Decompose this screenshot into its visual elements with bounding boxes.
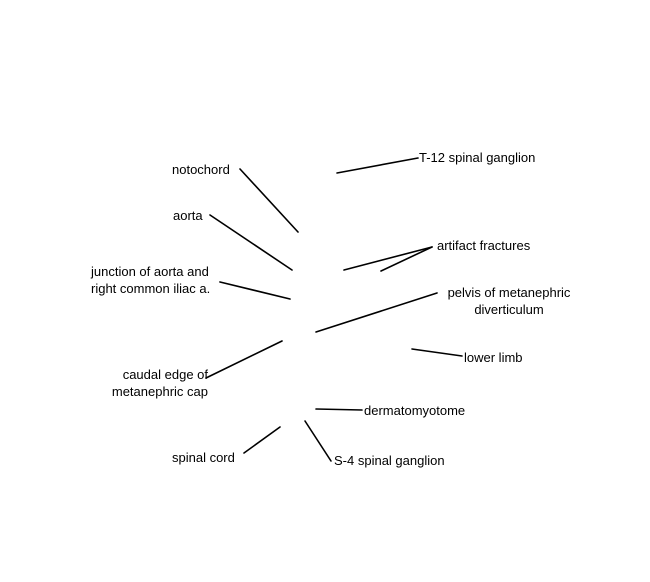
label-dermatomyotome (364, 402, 465, 419)
label-pelvis-metanephric (440, 284, 578, 318)
label-artifact-text: artifact fractures (437, 238, 531, 253)
label-pelvis-line1: pelvis of metanephric (447, 285, 571, 300)
artifact-leader-1 (344, 247, 432, 270)
aorta-leader (210, 215, 292, 270)
s4-leader (305, 421, 331, 461)
label-t12-ganglion (419, 149, 535, 166)
spinal-cord-leader (244, 427, 280, 453)
pelvis-leader (316, 293, 437, 332)
label-spinal-cord-text: spinal cord (172, 450, 235, 465)
label-t12-text: T-12 spinal ganglion (419, 150, 536, 165)
label-pelvis-line2: diverticulum (474, 302, 544, 317)
label-caudal-edge (100, 366, 208, 400)
label-lower-limb (464, 349, 523, 366)
label-dermatomyotome-text: dermatomyotome (364, 403, 466, 418)
label-s4-ganglion (334, 452, 445, 469)
label-s4-text: S-4 spinal ganglion (334, 453, 445, 468)
label-notochord-text: notochord (172, 162, 230, 177)
label-aorta-text: aorta (173, 208, 203, 223)
label-notochord (172, 161, 230, 178)
label-junction-line1: junction of aorta and (91, 264, 209, 279)
t12-leader (337, 158, 418, 173)
label-caudal-line2: metanephric cap (111, 384, 208, 399)
label-artifact-fractures (437, 237, 530, 254)
label-junction-line2: right common iliac a. (91, 281, 211, 296)
dermatomyotome-leader (316, 409, 362, 410)
label-lower-limb-text: lower limb (464, 350, 523, 365)
label-caudal-line1: caudal edge of (122, 367, 208, 382)
junction-leader (220, 282, 290, 299)
label-aorta (173, 207, 203, 224)
caudal-edge-leader (206, 341, 282, 378)
lower-limb-leader (412, 349, 462, 356)
notochord-leader (240, 169, 298, 232)
label-junction-aorta-iliac (91, 263, 210, 297)
label-spinal-cord (172, 449, 235, 466)
